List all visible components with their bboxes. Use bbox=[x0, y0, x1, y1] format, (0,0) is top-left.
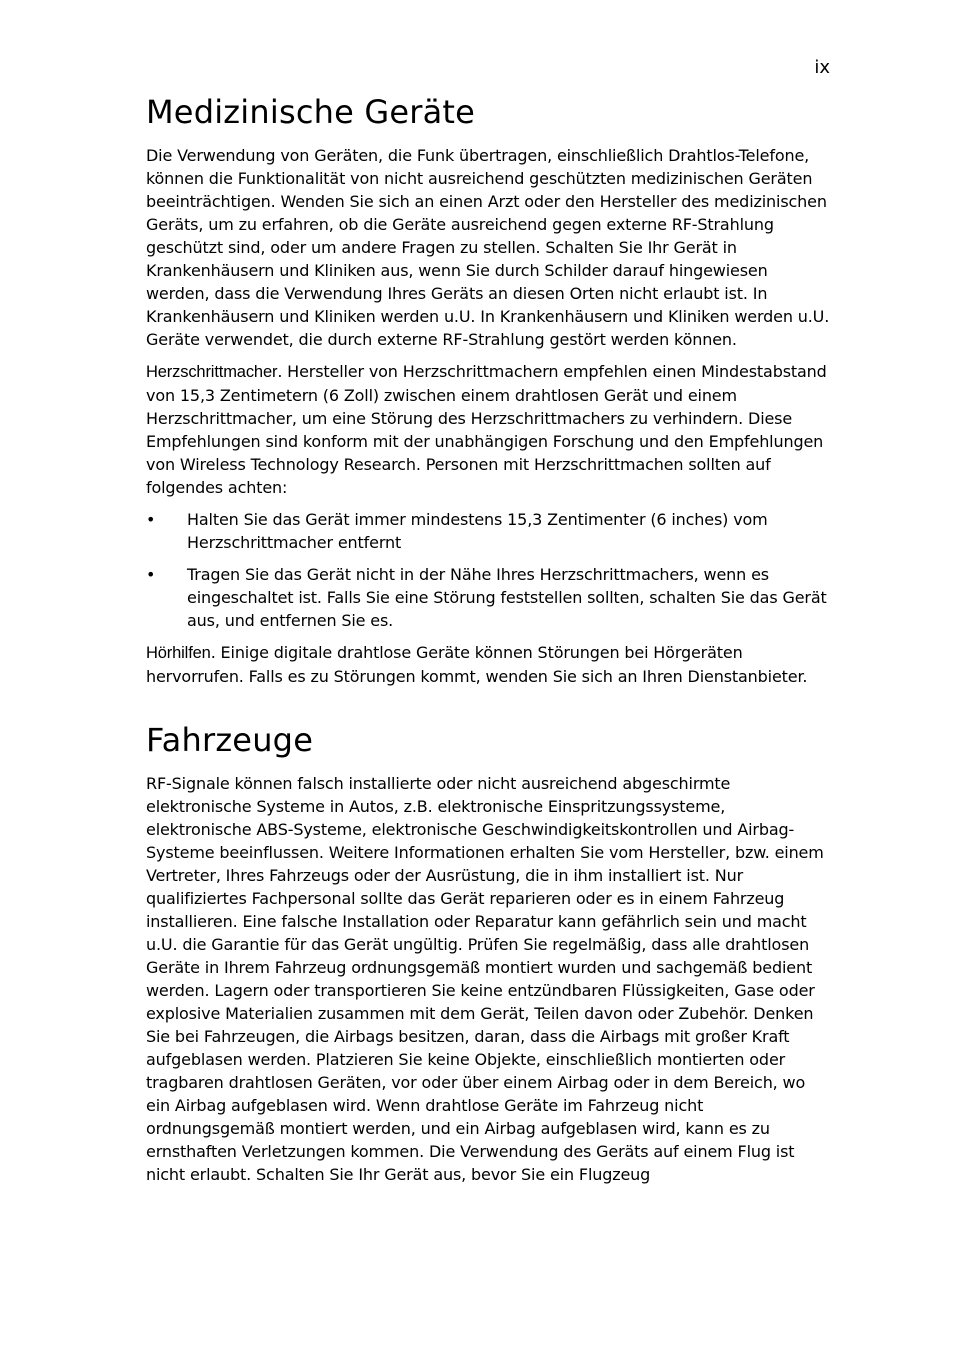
hearing-aids-text: . Einige digitale drahtlose Geräte können Störungen bei Hörgeräten hervorrufen. Falls es zu Störungen kommt, wenden Sie sich an Ihren Dienstanbieter. bbox=[146, 643, 808, 686]
list-item bbox=[146, 563, 830, 632]
hearing-aids-term: Hörhilfen bbox=[146, 644, 211, 662]
pacemaker-term: Herzschrittmacher bbox=[146, 363, 278, 381]
vehicles-paragraph: RF-Signale können falsch installierte oder nicht ausreichend abgeschirmte elektronische Systeme in Autos, z.B. elektronische Einspritzungssysteme, elektronische ABS-Systeme, elektronische Geschwindigkeitskontrollen und Airbag-Systeme beeinflussen. Weitere Informationen erhalten Sie vom Hersteller, bzw. einem Vertreter, Ihres Fahrzeugs oder der Ausrüstung, die in ihm installiert ist. Nur qualifiziertes Fachpersonal sollte das Gerät reparieren oder es in einem Fahrzeug installieren. Eine falsche Installation oder Reparatur kann gefährlich sein und macht u.U. die Garantie für das Gerät ungültig. Prüfen Sie regelmäßig, dass alle drahtlosen Geräte in Ihrem Fahrzeug ordnungsgemäß montiert wurden und sachgemäß bedient werden. Lagern oder transportieren Sie keine entzündbaren Flüssigkeiten, Gase oder explosive Materialien zusammen mit dem Gerät, Teilen davon oder Zubehör. Denken Sie bei Fahrzeugen, die Airbags besitzen, daran, dass die Airbags mit großer Kraft aufgeblasen werden. Platzieren Sie keine Objekte, einschließlich montierten oder tragbaren drahtlosen Geräten, vor oder über einem Airbag oder in dem Bereich, wo ein Airbag aufgeblasen wird. Wenn drahtlose Geräte im Fahrzeug nicht ordnungsgemäß montiert werden, und ein Airbag aufgeblasen wird, kann es zu ernsthaften Verletzungen kommen. Die Verwendung des Geräts auf einem Flug ist nicht erlaubt. Schalten Sie Ihr Gerät aus, bevor Sie ein Flugzeug bbox=[146, 774, 824, 1184]
bullet-icon: • bbox=[146, 565, 156, 584]
hearing-aids-paragraph bbox=[146, 641, 830, 688]
pacemaker-bullet-list bbox=[146, 508, 830, 632]
section-heading: Medizinische Geräte bbox=[146, 93, 476, 131]
section-heading: Fahrzeuge bbox=[146, 721, 314, 759]
pacemaker-text: . Hersteller von Herzschrittmachern empfehlen einen Mindestabstand von 15,3 Zentimetern (6 Zoll) zwischen einem drahtlosen Gerät und einem Herzschrittmacher, um eine Störung des Herzschrittmachers zu verhindern. Diese Empfehlungen sind konform mit der unabhängigen Forschung und den Empfehlungen von Wireless Technology Research. Personen mit Herzschrittmachen sollten auf folgendes achten: bbox=[146, 362, 827, 497]
list-item-text: Tragen Sie das Gerät nicht in der Nähe Ihres Herzschrittmachers, wenn es eingeschaltet ist. Falls Sie eine Störung feststellen sollten, schalten Sie das Gerät aus, und entfernen Sie es. bbox=[187, 565, 827, 630]
list-item bbox=[146, 508, 830, 554]
page-content bbox=[146, 90, 830, 1195]
pacemaker-paragraph bbox=[146, 360, 830, 499]
page-number: ix bbox=[814, 57, 830, 78]
bullet-icon: • bbox=[146, 510, 156, 529]
intro-paragraph: Die Verwendung von Geräten, die Funk übertragen, einschließlich Drahtlos-Telefone, können die Funktionalität von nicht ausreichend geschützten medizinischen Geräten beeinträchtigen. Wenden Sie sich an einen Arzt oder den Hersteller des medizinischen Geräts, um zu erfahren, ob die Geräte ausreichend gegen externe RF-Strahlung geschützt sind, oder um andere Fragen zu stellen. Schalten Sie Ihr Gerät in Krankenhäusern und Kliniken aus, wenn Sie durch Schilder darauf hingewiesen werden, dass die Verwendung Ihres Geräts an diesen Orten nicht erlaubt ist. In Krankenhäusern und Kliniken werden u.U. In Krankenhäusern und Kliniken werden u.U. Geräte verwendet, die durch externe RF-Strahlung gestört werden können. bbox=[146, 146, 830, 349]
section-vehicles bbox=[146, 718, 830, 1186]
list-item-text: Halten Sie das Gerät immer mindestens 15,3 Zentimenter (6 inches) vom Herzschrittmacher entfernt bbox=[187, 510, 768, 552]
section-medical-devices bbox=[146, 90, 830, 688]
